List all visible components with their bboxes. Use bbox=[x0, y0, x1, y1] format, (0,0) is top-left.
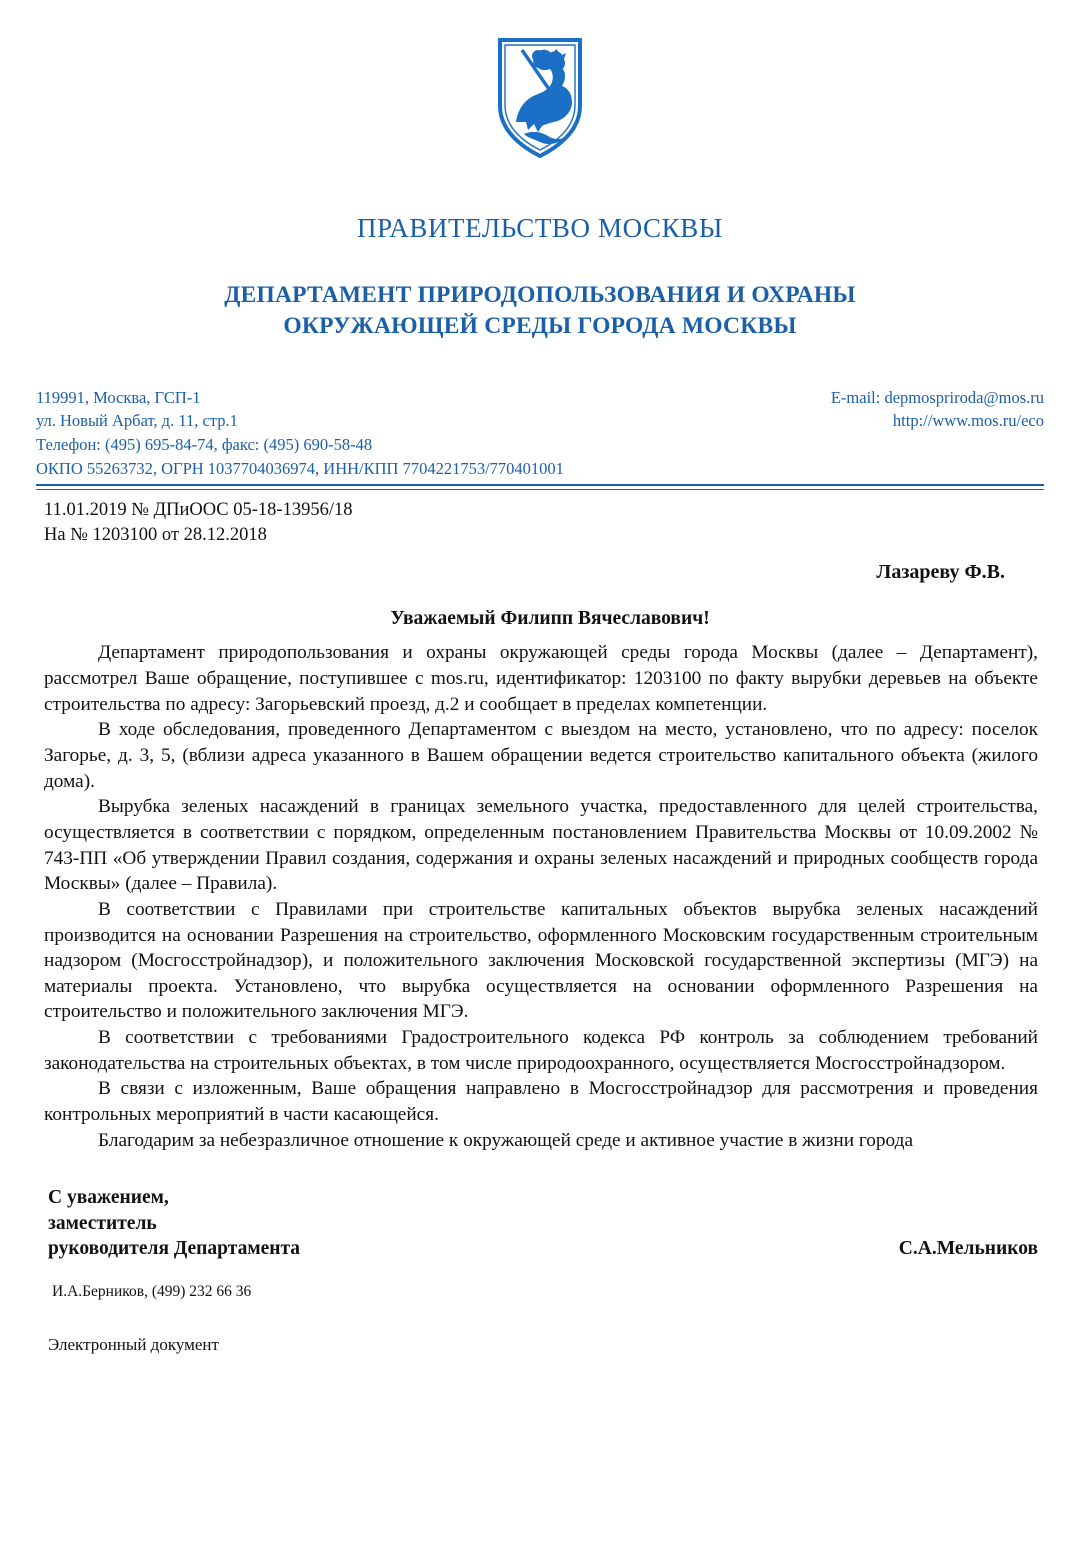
department-title-line-2: ОКРУЖАЮЩЕЙ СРЕДЫ ГОРОДА МОСКВЫ bbox=[283, 313, 797, 340]
moscow-coat-of-arms-icon bbox=[494, 36, 586, 160]
contact-row-1 bbox=[36, 386, 1044, 409]
outgoing-reference: 11.01.2019 № ДПиООС 05-18-13956/18 bbox=[44, 499, 353, 520]
electronic-document-note: Электронный документ bbox=[48, 1335, 219, 1355]
contact-row-3 bbox=[36, 433, 1044, 456]
executor-contact: И.А.Берников, (499) 232 66 36 bbox=[52, 1283, 252, 1301]
signature-block bbox=[0, 1153, 1080, 1261]
paragraph: В ходе обследования, проведенного Департаментом с выездом на место, установлено, что по адресу: поселок Загорье, д. 3, 5, (вблизи адреса указанного в Вашем обращении ведется строительство капитального объекта (жилого дома). bbox=[44, 719, 1038, 792]
department-title-line-1: ДЕПАРТАМЕНТ ПРИРОДОПОЛЬЗОВАНИЯ И ОХРАНЫ bbox=[224, 282, 856, 308]
incoming-reference: На № 1203100 от 28.12.2018 bbox=[44, 524, 267, 545]
signature-lines bbox=[48, 1185, 300, 1261]
paragraph: В соответствии с Правилами при строительстве капитальных объектов вырубка зеленых насаждений производится на основании Разрешения на строительство, оформленного Московским государственным строительным надзором (Мосгосстройнадзор), и положительного заключения Московской государственной экспертизы (МГЭ) на материалы проекта. Установлено, что вырубка осуществляется на основании оформленного Разрешения на строительство и положительного заключения МГЭ. bbox=[44, 898, 1038, 1023]
contact-row-2 bbox=[36, 409, 1044, 432]
paragraph: Благодарим за небезразличное отношение к окружающей среде и активное участие в жизни города bbox=[98, 1129, 914, 1151]
letter-body bbox=[0, 630, 1080, 1153]
signer-name: С.А.Мельников bbox=[898, 1238, 1038, 1260]
signature-line-3: руководителя Департамента bbox=[48, 1238, 301, 1260]
contact-block bbox=[0, 386, 1080, 481]
paragraph: Вырубка зеленых насаждений в границах земельного участка, предоставленного для целей строительства, осуществляется в соответствии с порядком, определенным постановлением Правительства Москвы от 10.09.2002 № 743-ПП «Об утверждении Правил создания, содержания и охраны зеленых насаждений и природных сообществ города Москвы» (далее – Правила). bbox=[44, 796, 1038, 895]
phone-line: Телефон: (495) 695-84-74, факс: (495) 690-58-48 bbox=[36, 434, 373, 454]
paragraph: Департамент природопользования и охраны окружающей среды города Москвы (далее – Департамент), рассмотрел Ваше обращение, поступившее с mos.ru, идентификатор: 1203100 по факту вырубки деревьев на объекте строительства по адресу: Загорьевский проезд, д.2 и сообщает в пределах компетенции. bbox=[44, 642, 1038, 715]
postal-address-line-1: 119991, Москва, ГСП-1 bbox=[36, 388, 201, 408]
paragraph: В соответствии с требованиями Градостроительного кодекса РФ контроль за соблюдением требований законодательства на строительных объектах, в том числе природоохранного, осуществляется Мосгосстройнадзором. bbox=[44, 1027, 1038, 1074]
website-link[interactable]: http://www.mos.ru/eco bbox=[892, 411, 1044, 431]
salutation: Уважаемый Филипп Вячеславович! bbox=[390, 608, 710, 630]
postal-address-line-2: ул. Новый Арбат, д. 11, стр.1 bbox=[36, 411, 238, 431]
signature-line-1: С уважением, bbox=[48, 1187, 169, 1209]
emblem-container bbox=[0, 0, 1080, 165]
addressee: Лазареву Ф.В. bbox=[876, 561, 1005, 584]
reference-block bbox=[0, 490, 1080, 548]
signature-line-2: заместитель bbox=[48, 1212, 157, 1234]
email-line[interactable]: E-mail: depmospriroda@mos.ru bbox=[830, 388, 1044, 408]
government-title: ПРАВИТЕЛЬСТВО МОСКВЫ bbox=[356, 213, 723, 243]
department-title bbox=[0, 280, 1080, 342]
okpo-line: ОКПО 55263732, ОГРН 1037704036974, ИНН/КПП 7704221753/770401001 bbox=[36, 459, 564, 479]
paragraph: В связи с изложенным, Ваше обращения направлено в Мосгосстройнадзор для рассмотрения и проведения контрольных мероприятий в части касающейся. bbox=[44, 1078, 1038, 1126]
